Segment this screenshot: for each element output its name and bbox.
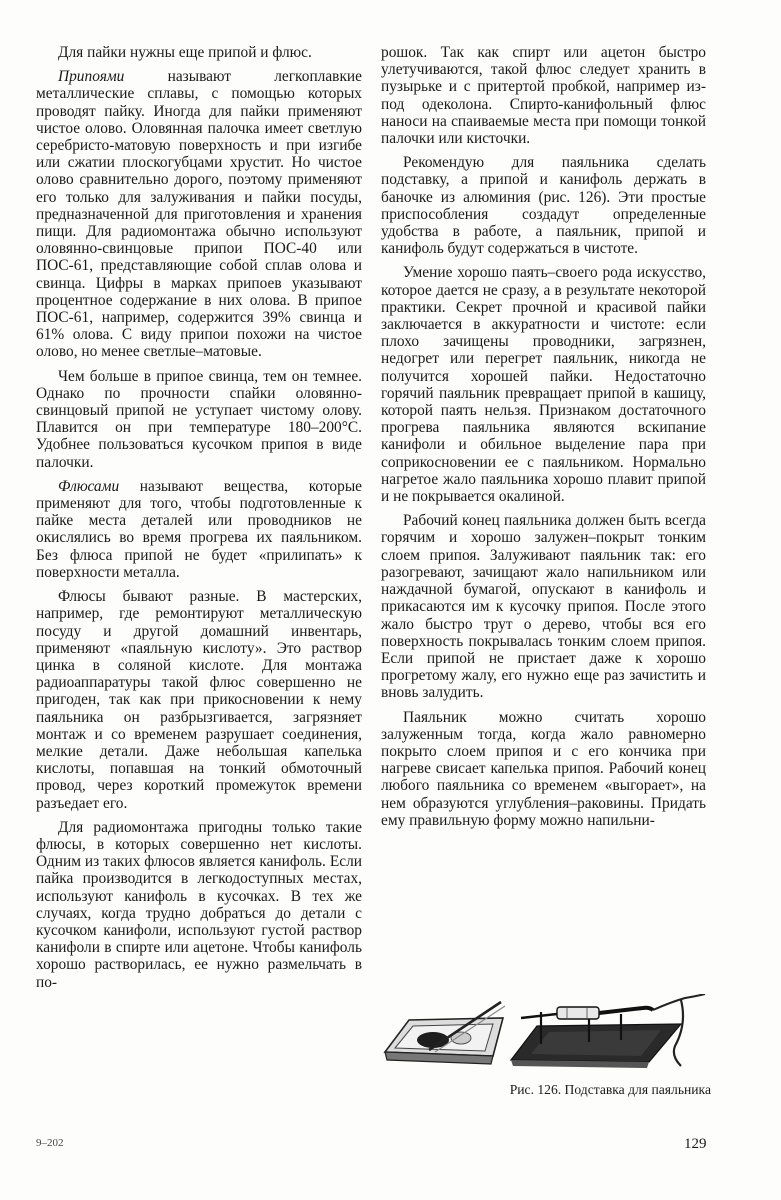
paragraph: Паяльник можно считать хорошо залуженным тогда, когда жало равномерно покрыто слоем припоя и с его кончика при нагреве свисает капелька припоя. Рабочий конец любого паяльника со временем «выгорает», на нем образуются углубления–раковины. Придать ему правильную форму можно напильни- [381,708,706,829]
paragraph: Умение хорошо паять–своего рода искусство, которое дается не сразу, а в результате некоторой практики. Секрет прочной и красивой пайки заключается в аккуратности и чистоте: если плохо зачищены проводники, загрязнен, недогрет или перегрет паяльник, никогда не получится хорошей пайки. Недостаточно горячий паяльник превращает припой в кашицу, которой паять нельзя. Признаком достаточного прогрева паяльника являются вскипание канифоли и обильное выделение пара при соприкосновении ее с паяльником. Нормально нагретое жало паяльника хорошо плавит припой и не покрывается окалиной. [381,264,706,506]
paragraph [36,68,362,360]
paragraph: Рабочий конец паяльника должен быть всегда горячим и хорошо залужен–покрыт тонким слоем припоя. Залуживают паяльник так: его разогревают, зачищают жало напильником или наждачной бумагой, опускают в канифоль и прикасаются им к кусочку припоя. После этого жало быстро трут о дерево, чтобы вся его поверхность покрывалась тонким слоем припоя. Если припой не пристает даже к хорошо прогретому жалу, его нужно еще раз зачистить и вновь залудить. [381,512,706,702]
paragraph: Флюсы бывают разные. В мастерских, например, где ремонтируют металлическую посуду и другой домашний инвентарь, применяют «паяльную кислоту». Это раствор цинка в соляной кислоте. Для монтажа радиоаппаратуры такой флюс совершенно не пригоден, так как при прикосновении к нему паяльника он разбрызгивается, загрязняет монтаж и со временем разрушает соединения, мелкие детали. Даже небольшая капелька кислоты, попавшая на тонкий обмоточный провод, через короткий промежуток времени разъедает его. [36,588,362,812]
rosin-tray [385,1002,505,1064]
stand-board [511,1024,681,1068]
paragraph-text: называют вещества, которые применяют для того, чтобы подготовленные к пайке места деталей или проводников не окислялись во время прогрева их паяльником. Без флюса припой не будет «прилипать» к поверхности металла. [36,477,362,581]
paragraph-text: называют легкоплавкие металлические сплавы, с помощью которых проводят пайку. Иногда для пайки применяют чистое олово. Оловянная палочка имеет светлую серебристо-матовую поверхность и при изгибе или сжатии плоскогубцами хрустит. Но чистое олово сравнительно дорого, поэтому применяют его только для залуживания и пайки посуды, предназначенной для приготовления и хранения пищи. Для радиомонтажа обычно используют оловянно-свинцовые припои ПОС-40 или ПОС-61, представляющие собой сплав олова и свинца. Цифры в марках припоев указывают процентное содержание в них олова. В припое ПОС-61, например, содержится 39% свинца и 61% олова. С виду припои похожи на чистое олово, но менее светлые–матовые. [36,68,362,361]
left-column [36,44,362,998]
paragraph [36,478,362,581]
paragraph: Для радиомонтажа пригодны только такие флюсы, в которых совершенно нет кислоты. Одним из таких флюсов является канифоль. Если пайка производится в легкодоступных местах, используют канифоль в кусочках. В тех же случаях, когда трудно добраться до детали с кусочком канифоли, используют густой раствор канифоли в спирте или ацетоне. Чтобы канифоль хорошо растворилась, ее нужно размельчать в по- [36,818,362,991]
italic-term: Флюсами [58,477,120,495]
italic-term: Припоями [58,68,125,86]
paragraph: Для пайки нужны еще припой и флюс. [58,44,312,61]
printer-signature: 9–202 [36,1137,64,1149]
right-column [381,44,706,836]
soldering-stand-illustration [381,994,709,1076]
paragraph: Чем больше в припое свинца, тем он темнее. Однако по прочности спайки оловянно-свинцовый припой не уступает чистому олову. Плавится он при температуре 180–200°С. Удобнее пользоваться кусочком припоя в виде палочки. [36,367,362,471]
figure-caption: Рис. 126. Подставка для паяльника [509,1082,711,1097]
page-number: 129 [684,1136,707,1152]
paragraph: Рекомендую для паяльника сделать подставку, а припой и канифоль держать в баночке из алюминия (рис. 126). Эти простые приспособления создадут определенные удобства в работе, а паяльник, припой и канифоль будут содержаться в чистоте. [381,154,706,258]
paragraph: рошок. Так как спирт или ацетон быстро улетучиваются, такой флюс следует хранить в пузырьке и с притертой пробкой, например из-под одеколона. Спирто-канифольный флюс наноси на спаиваемые места при помощи тонкой палочки или кисточки. [381,44,706,148]
